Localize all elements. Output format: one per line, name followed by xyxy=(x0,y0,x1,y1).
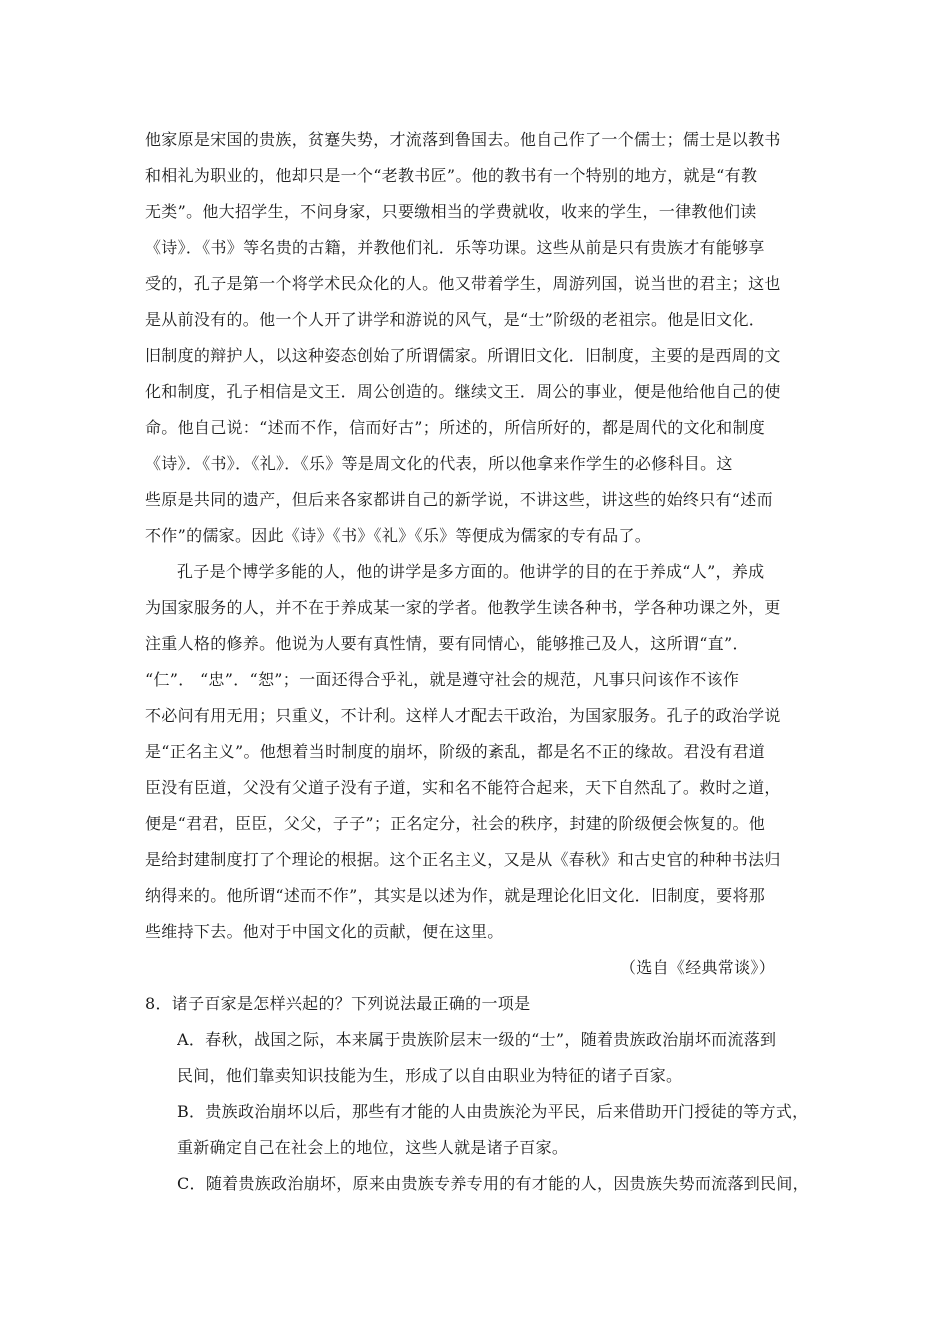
text-line: 《诗》．《书》．《礼》．《乐》等是周文化的代表，所以他拿来作学生的必修科目。这 xyxy=(145,454,733,473)
option-a-line: A．春秋，战国之际，本来属于贵族阶层末一级的“士”，随着贵族政治崩坏而流落到 xyxy=(177,1030,777,1049)
text-line: 不作”的儒家。因此《诗》《书》《礼》《乐》等便成为儒家的专有品了。 xyxy=(145,526,652,545)
text-line: 孔子是个博学多能的人，他的讲学是多方面的。他讲学的目的在于养成“人”，养成 xyxy=(177,562,765,581)
text-line: 不必问有用无用；只重义，不计利。这样人才配去干政治，为国家服务。孔子的政治学说 xyxy=(145,706,781,725)
text-line: 是从前没有的。他一个人开了讲学和游说的风气，是“士”阶级的老祖宗。他是旧文化． xyxy=(145,310,766,329)
text-line: 便是“君君，臣臣，父父，子子”；正名定分，社会的秩序，封建的阶级便会恢复的。他 xyxy=(145,814,766,833)
text-line: 注重人格的修养。他说为人要有真性情，要有同情心，能够推己及人，这所谓“直”． xyxy=(145,634,749,653)
option-c-line: C．随着贵族政治崩坏，原来由贵族专养专用的有才能的人，因贵族失势而流落到民间， xyxy=(177,1174,809,1193)
text-line: 《诗》．《书》等名贵的古籍，并教他们礼．乐等功课。这些从前是只有贵族才有能够享 xyxy=(145,238,765,257)
text-line: 和相礼为职业的，他却只是一个“老教书匠”。他的教书有一个特别的地方，就是“有教 xyxy=(145,166,758,185)
text-line: 受的，孔子是第一个将学术民众化的人。他又带着学生，周游列国，说当世的君主；这也 xyxy=(145,274,781,293)
option-a-line: 民间，他们靠卖知识技能为生，形成了以自由职业为特征的诸子百家。 xyxy=(177,1066,683,1085)
text-line: 是“正名主义”。他想着当时制度的崩坏，阶级的紊乱，都是名不正的缘故。君没有君道 xyxy=(145,742,766,761)
text-line: 旧制度的辩护人，以这种姿态创始了所谓儒家。所谓旧文化．旧制度，主要的是西周的文 xyxy=(145,346,781,365)
text-line: 化和制度，孔子相信是文王．周公创造的。继续文王．周公的事业，便是他给他自己的使 xyxy=(145,382,781,401)
text-line: 臣没有臣道，父没有父道子没有子道，实和名不能符合起来，天下自然乱了。救时之道， xyxy=(145,778,781,797)
text-line: “仁”． “忠”．“恕”；一面还得合乎礼，就是遵守社会的规范，凡事只问该作不该作 xyxy=(145,670,740,689)
option-b-line: 重新确定自己在社会上的地位，这些人就是诸子百家。 xyxy=(177,1138,569,1157)
source-citation: （选自《经典常谈》） xyxy=(620,958,776,977)
question-stem: 8．诸子百家是怎样兴起的？下列说法最正确的一项是 xyxy=(145,994,531,1013)
text-line: 无类”。他大招学生，不问身家，只要缴相当的学费就收，收来的学生，一律教他们读 xyxy=(145,202,757,221)
text-line: 纳得来的。他所谓“述而不作”，其实是以述为作，就是理论化旧文化．旧制度，要将那 xyxy=(145,886,766,905)
text-line: 为国家服务的人，并不在于养成某一家的学者。他教学生读各种书，学各种功课之外，更 xyxy=(145,598,781,617)
text-line: 是给封建制度打了个理论的根据。这个正名主义，又是从《春秋》和古史官的种种书法归 xyxy=(145,850,781,869)
text-line: 些维持下去。他对于中国文化的贡献，便在这里。 xyxy=(145,922,504,941)
text-line: 他家原是宋国的贵族，贫蹇失势，才流落到鲁国去。他自己作了一个儒士；儒士是以教书 xyxy=(145,130,781,149)
option-b-line: B．贵族政治崩坏以后，那些有才能的人由贵族沦为平民，后来借助开门授徒的等方式， xyxy=(177,1102,809,1121)
text-line: 命。他自己说：“述而不作，信而好古”；所述的，所信所好的，都是周代的文化和制度 xyxy=(145,418,766,437)
text-line: 些原是共同的遗产，但后来各家都讲自己的新学说，不讲这些，讲这些的始终只有“述而 xyxy=(145,490,773,509)
